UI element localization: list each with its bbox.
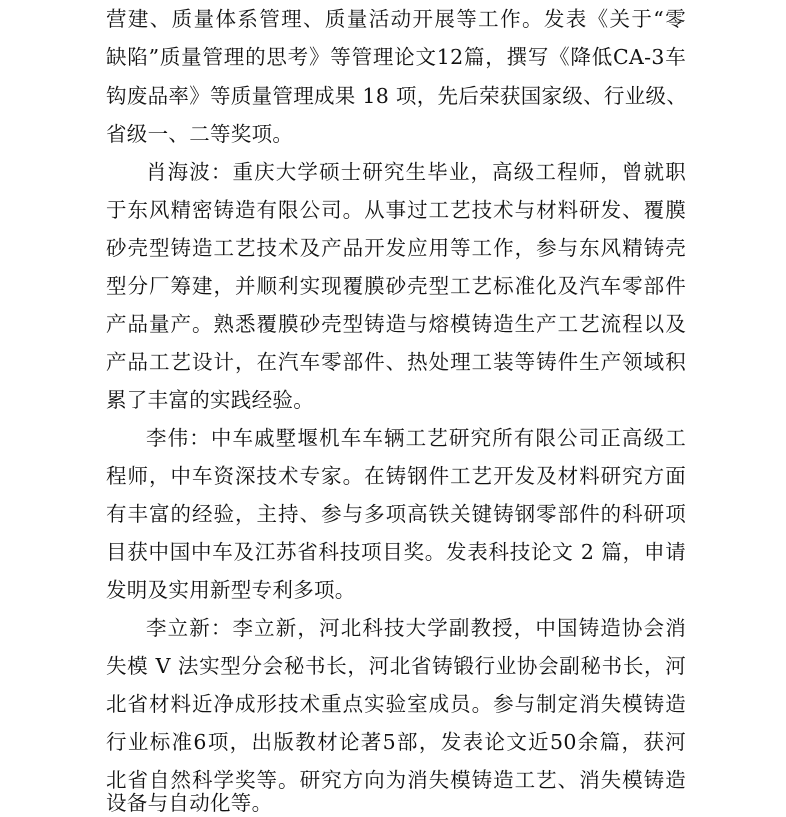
paragraph-line: 产品量产。熟悉覆膜砂壳型铸造与熔模铸造生产工艺流程以及 — [106, 312, 686, 336]
paragraph-line: 砂壳型铸造工艺技术及产品开发应用等工作，参与东风精铸壳 — [106, 236, 686, 260]
paragraph-line: 累了丰富的实践经验。 — [106, 388, 314, 412]
paragraph-line: 产品工艺设计，在汽车零部件、热处理工装等铸件生产领域积 — [106, 350, 686, 374]
paragraph-line: 目获中国中车及江苏省科技项目奖。发表科技论文 2 篇，申请 — [106, 540, 686, 564]
paragraph-line: 行业标准6项，出版教材论著5部，发表论文近50余篇，获河 — [106, 730, 686, 754]
paragraph-line: 程师，中车资深技术专家。在铸钢件工艺开发及材料研究方面 — [106, 464, 686, 488]
paragraph-line: 发明及实用新型专利多项。 — [106, 578, 356, 602]
paragraph-line: 缺陷”质量管理的思考》等管理论文12篇，撰写《降低CA-3车 — [106, 45, 686, 69]
paragraph-line: 型分厂筹建，并顺利实现覆膜砂壳型工艺标准化及汽车零部件 — [106, 274, 686, 298]
paragraph-line: 李伟：中车戚墅堰机车车辆工艺研究所有限公司正高级工 — [146, 426, 686, 450]
paragraph-line: 北省材料近净成形技术重点实验室成员。参与制定消失模铸造 — [106, 692, 686, 716]
paragraph-line: 失模 V 法实型分会秘书长，河北省铸锻行业协会副秘书长，河 — [106, 654, 686, 678]
paragraph-line: 钩废品率》等质量管理成果 18 项，先后荣获国家级、行业级、 — [106, 84, 688, 108]
paragraph-line: 有丰富的经验，主持、参与多项高铁关键铸钢零部件的科研项 — [106, 502, 686, 526]
paragraph-line: 营建、质量体系管理、质量活动开展等工作。发表《关于“零 — [106, 7, 686, 31]
paragraph-line: 设备与自动化等。 — [106, 791, 273, 815]
paragraph-line: 肖海波：重庆大学硕士研究生毕业，高级工程师，曾就职 — [146, 160, 686, 184]
paragraph-line: 于东风精密铸造有限公司。从事过工艺技术与材料研发、覆膜 — [106, 198, 686, 222]
paragraph-line: 北省自然科学奖等。研究方向为消失模铸造工艺、消失模铸造 — [106, 768, 686, 792]
paragraph-line: 李立新：李立新，河北科技大学副教授，中国铸造协会消 — [146, 616, 686, 640]
paragraph-line: 省级一、二等奖项。 — [106, 122, 294, 146]
